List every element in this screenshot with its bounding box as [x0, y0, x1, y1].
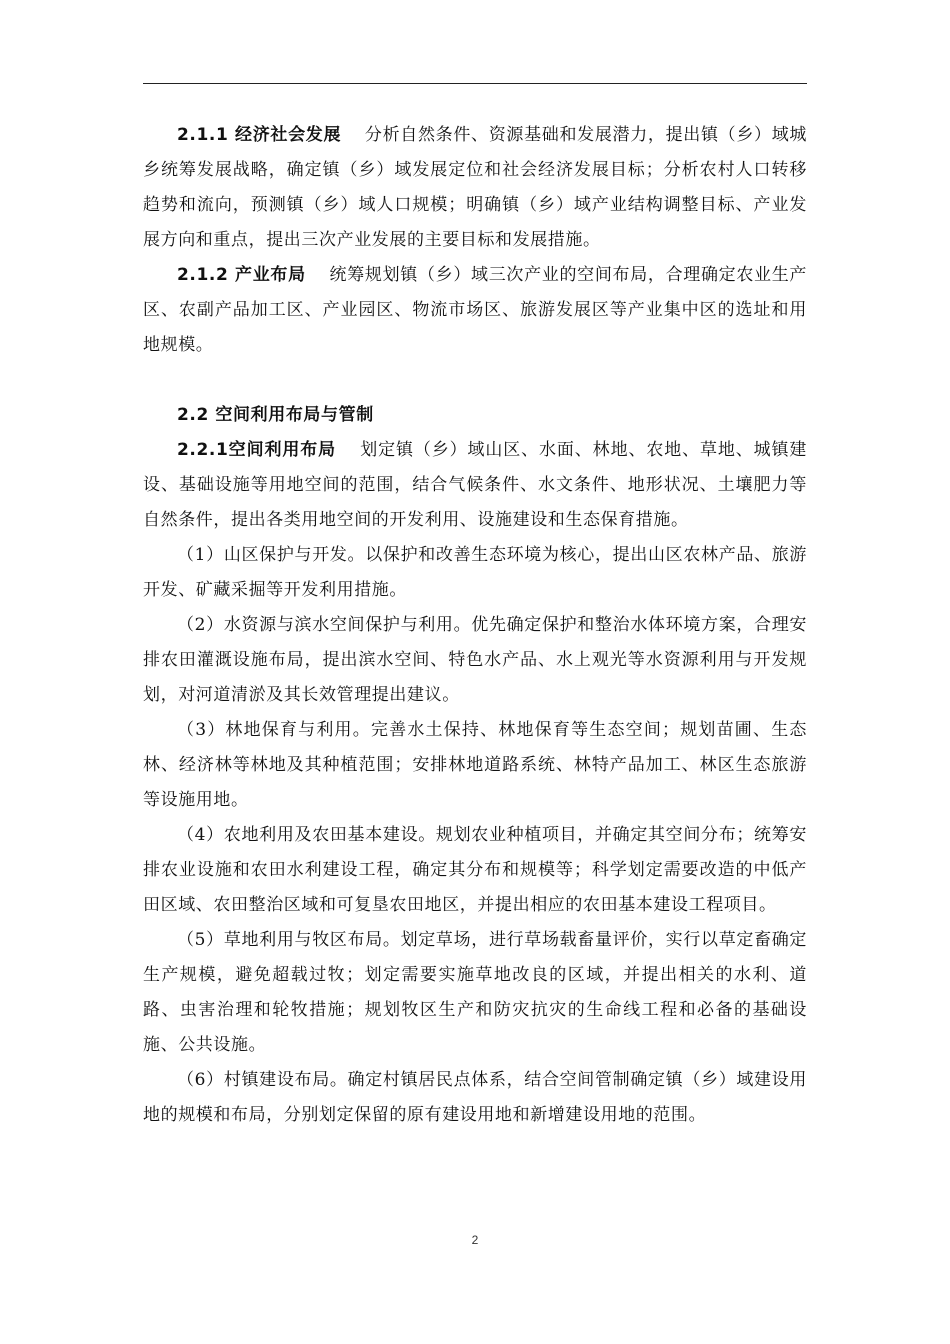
header-rule	[143, 83, 807, 84]
list-item: （6）村镇建设布局。确定村镇居民点体系，结合空间管制确定镇（乡）域建设用地的规模和布局，分别划定保留的原有建设用地和新增建设用地的范围。	[143, 1070, 807, 1125]
list-item: （3）林地保育与利用。完善水土保持、林地保育等生态空间；规划苗圃、生态林、经济林等林地及其种植范围；安排林地道路系统、林特产品加工、林区生态旅游等设施用地。	[143, 720, 807, 810]
paragraph-text: 划定镇（乡）域山区、水面、林地、农地、草地、城镇建设、基础设施等用地空间的范围，结合气候条件、水文条件、地形状况、土壤肥力等自然条件，提出各类用地空间的开发利用、设施建设和生态保育措施。	[143, 440, 808, 530]
paragraph-text: 统筹规划镇（乡）域三次产业的空间布局，合理确定农业生产区、农副产品加工区、产业园区、物流市场区、旅游发展区等产业集中区的选址和用地规模。	[143, 265, 807, 355]
document-body	[143, 118, 807, 1133]
paragraph-2-1-2	[143, 258, 807, 363]
paragraph-2-2-1	[143, 433, 807, 538]
paragraph-lead: 2.2.1空间利用布局	[177, 440, 336, 460]
list-item: （2）水资源与滨水空间保护与利用。优先确定保护和整治水体环境方案，合理安排农田灌溉设施布局，提出滨水空间、特色水产品、水上观光等水资源利用与开发规划，对河道清淤及其长效管理提出建议。	[143, 615, 807, 705]
list-item: （4）农地利用及农田基本建设。规划农业种植项目，并确定其空间分布；统筹安排农业设施和农田水利建设工程，确定其分布和规模等；科学划定需要改造的中低产田区域、农田整治区域和可复垦农田地区，并提出相应的农田基本建设工程项目。	[143, 825, 807, 915]
list-item: （1）山区保护与开发。以保护和改善生态环境为核心，提出山区农林产品、旅游开发、矿藏采掘等开发利用措施。	[143, 545, 807, 600]
paragraph-lead: 2.1.1 经济社会发展	[177, 125, 342, 145]
paragraph-lead: 2.1.2 产业布局	[177, 265, 306, 285]
section-heading-2-2: 2.2 空间利用布局与管制	[177, 405, 374, 425]
paragraph-2-1-1	[143, 118, 807, 258]
paragraph-text: 分析自然条件、资源基础和发展潜力，提出镇（乡）域城乡统筹发展战略，确定镇（乡）域发展定位和社会经济发展目标；分析农村人口转移趋势和流向，预测镇（乡）域人口规模；明确镇（乡）域产业结构调整目标、产业发展方向和重点，提出三次产业发展的主要目标和发展措施。	[143, 125, 808, 250]
list-item: （5）草地利用与牧区布局。划定草场，进行草场载畜量评价，实行以草定畜确定生产规模，避免超载过牧；划定需要实施草地改良的区域，并提出相关的水利、道路、虫害治理和轮牧措施；规划牧区生产和防灾抗灾的生命线工程和必备的基础设施、公共设施。	[143, 930, 807, 1055]
page-number: 2	[471, 1233, 479, 1247]
